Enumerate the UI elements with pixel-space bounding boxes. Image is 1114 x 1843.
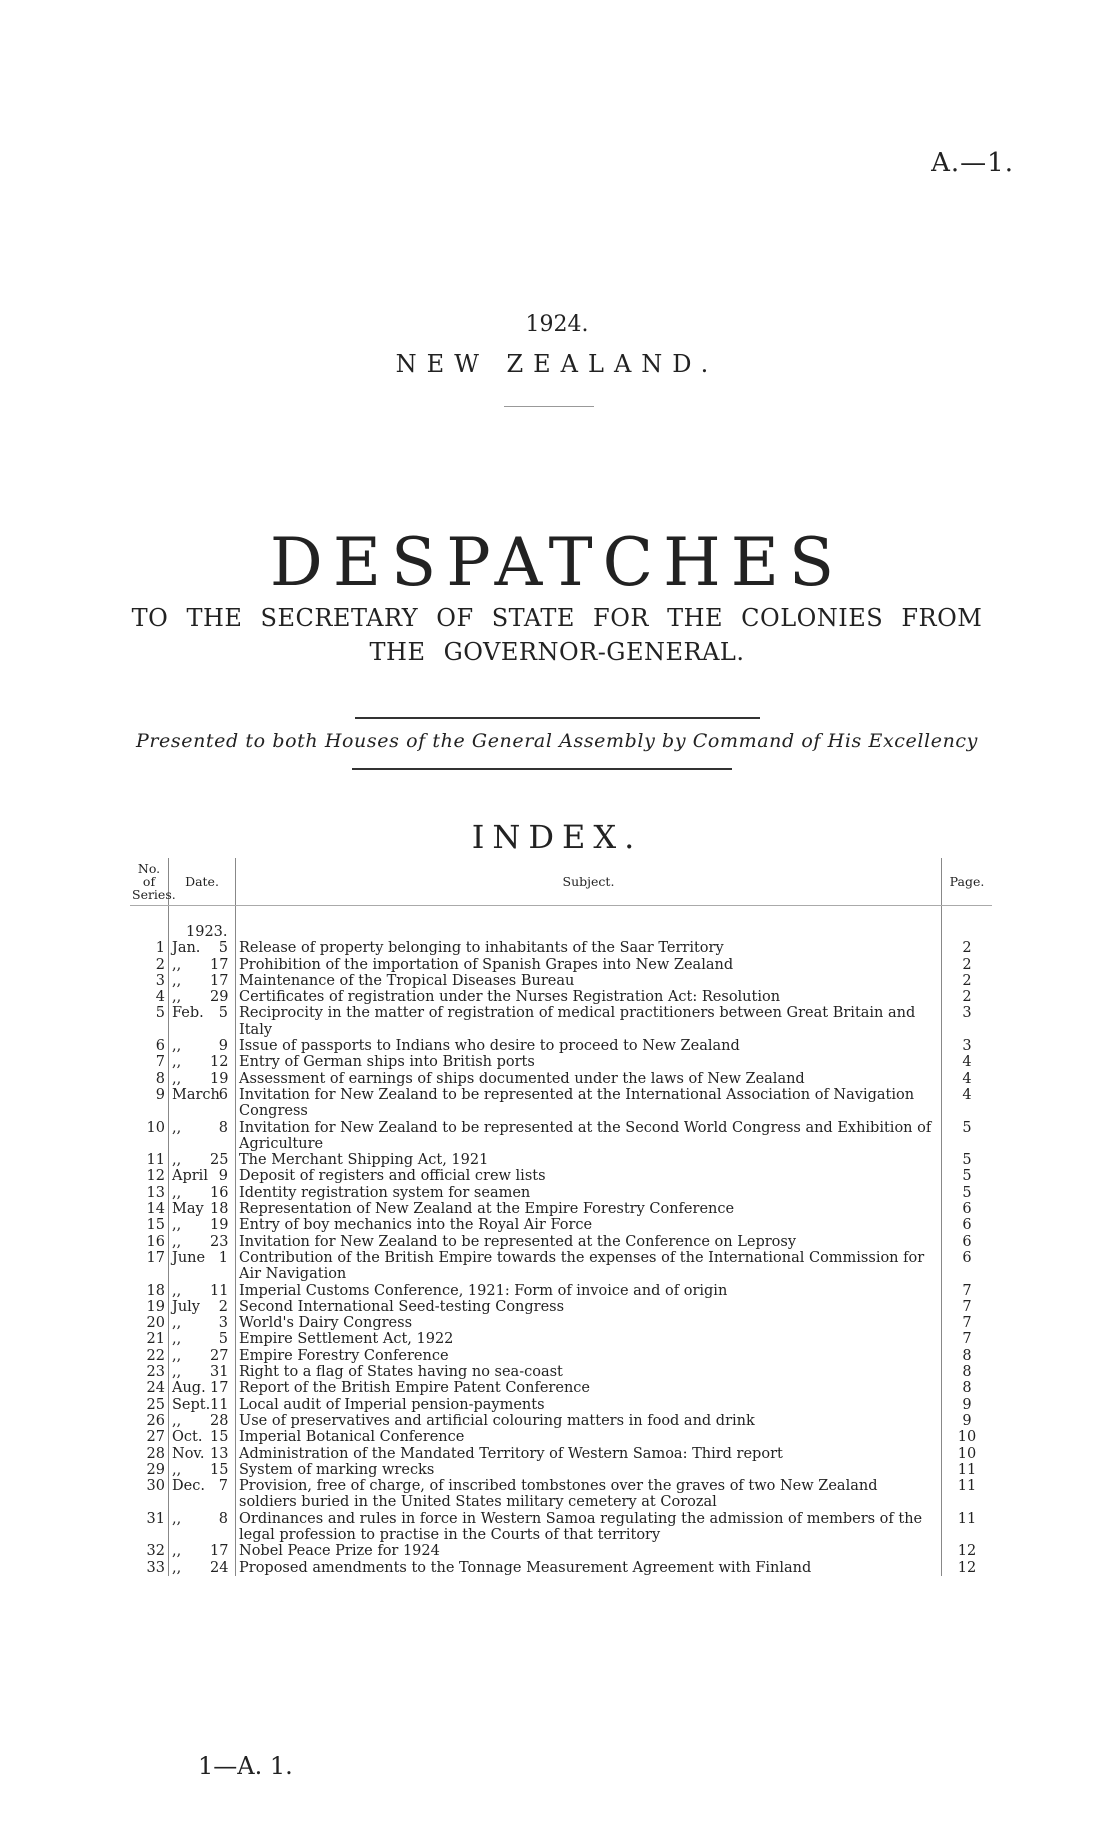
date-cell xyxy=(169,1462,236,1478)
date-day: 19 xyxy=(210,1217,229,1234)
date-cell xyxy=(169,1054,236,1070)
date-day: 17 xyxy=(210,1543,229,1560)
subject-cell: Empire Forestry Conference xyxy=(236,1348,942,1364)
subject-cell: Assessment of earnings of ships documented under the laws of New Zealand xyxy=(236,1071,942,1087)
date-day: 1 xyxy=(218,1249,228,1266)
subject-cell: Invitation for New Zealand to be represented at the Conference on Leprosy xyxy=(236,1234,942,1250)
column-header-no: No. of Series. xyxy=(130,858,169,906)
date-cell xyxy=(169,1250,236,1283)
date-cell xyxy=(169,1120,236,1153)
document-title: DESPATCHES xyxy=(269,524,845,601)
page-number: 3 xyxy=(962,1005,972,1022)
page-number: 5 xyxy=(962,1184,972,1201)
table-row xyxy=(130,1201,992,1217)
column-header-subject: Subject. xyxy=(236,858,942,906)
index-table xyxy=(130,858,992,1576)
date-month: ,, xyxy=(172,1543,182,1560)
date-month: ,, xyxy=(172,1331,182,1348)
subject-cell: Second International Seed-testing Congress xyxy=(236,1299,942,1315)
page-number: 12 xyxy=(957,1543,977,1560)
date-day: 16 xyxy=(210,1184,229,1201)
series-number: 2 xyxy=(130,957,169,973)
date-day: 11 xyxy=(210,1282,229,1299)
date-day: 2 xyxy=(218,1298,228,1315)
document-subtitle: TO THE SECRETARY OF STATE FOR THE COLONIES FROM THE GOVERNOR-GENERAL. xyxy=(131,604,983,666)
page-number: 11 xyxy=(957,1478,977,1495)
date-day: 6 xyxy=(218,1086,228,1103)
subject-cell: Maintenance of the Tropical Diseases Bureau xyxy=(236,973,942,989)
date-month: Aug. xyxy=(172,1380,206,1397)
year-label: 1923. xyxy=(186,924,228,940)
date-cell xyxy=(169,1364,236,1380)
table-row xyxy=(130,989,992,1005)
series-number: 23 xyxy=(130,1364,169,1380)
table-row xyxy=(130,1071,992,1087)
date-month: ,, xyxy=(172,1217,182,1234)
table-row xyxy=(130,957,992,973)
table-row xyxy=(130,1478,992,1511)
date-month: Dec. xyxy=(172,1478,205,1495)
date-day: 15 xyxy=(210,1429,229,1446)
subject-cell: World's Dairy Congress xyxy=(236,1315,942,1331)
date-month: March xyxy=(172,1086,220,1103)
date-day: 7 xyxy=(218,1478,228,1495)
table-row xyxy=(130,1038,992,1054)
document-reference: A.—1. xyxy=(931,148,1014,178)
series-number: 13 xyxy=(130,1185,169,1201)
subject-cell: Local audit of Imperial pension-payments xyxy=(236,1397,942,1413)
series-number: 7 xyxy=(130,1054,169,1070)
column-header-date: Date. xyxy=(169,858,236,906)
subject-cell: Certificates of registration under the Nurses Registration Act: Resolution xyxy=(236,989,942,1005)
date-cell xyxy=(169,1429,236,1445)
date-day: 5 xyxy=(218,1005,228,1022)
subject-cell: Representation of New Zealand at the Empire Forestry Conference xyxy=(236,1201,942,1217)
footer-page-reference: 1—A. 1. xyxy=(198,1752,293,1780)
date-cell xyxy=(169,1560,236,1576)
table-row xyxy=(130,973,992,989)
table-row xyxy=(130,1511,992,1544)
table-row xyxy=(130,1299,992,1315)
index-heading: INDEX. xyxy=(471,818,643,856)
date-day: 18 xyxy=(210,1201,229,1218)
table-row xyxy=(130,1560,992,1576)
date-month: April xyxy=(172,1168,208,1185)
subject-cell: Nobel Peace Prize for 1924 xyxy=(236,1543,942,1559)
series-number: 29 xyxy=(130,1462,169,1478)
date-month: ,, xyxy=(172,1152,182,1169)
series-number: 32 xyxy=(130,1543,169,1559)
series-number: 14 xyxy=(130,1201,169,1217)
table-row xyxy=(130,1005,992,1038)
date-day: 12 xyxy=(210,1054,229,1071)
date-month: ,, xyxy=(172,1054,182,1071)
subject-cell: Issue of passports to Indians who desire to proceed to New Zealand xyxy=(236,1038,942,1054)
series-number: 11 xyxy=(130,1152,169,1168)
series-number: 24 xyxy=(130,1380,169,1396)
date-month: Nov. xyxy=(172,1445,205,1462)
date-month: ,, xyxy=(172,1038,182,1055)
subject-cell: Report of the British Empire Patent Conference xyxy=(236,1380,942,1396)
date-cell xyxy=(169,1478,236,1511)
date-day: 9 xyxy=(218,1168,228,1185)
date-month: ,, xyxy=(172,1315,182,1332)
date-day: 8 xyxy=(218,1119,228,1136)
divider-rule xyxy=(504,406,594,407)
page-number: 2 xyxy=(962,972,972,989)
subject-cell: Imperial Botanical Conference xyxy=(236,1429,942,1445)
date-cell xyxy=(169,1446,236,1462)
page-number: 6 xyxy=(962,1201,972,1218)
date-cell xyxy=(169,1038,236,1054)
series-number: 1 xyxy=(130,940,169,956)
date-day: 23 xyxy=(210,1233,229,1250)
date-cell xyxy=(169,989,236,1005)
date-day: 24 xyxy=(210,1559,229,1576)
page-number: 7 xyxy=(962,1298,972,1315)
date-month: ,, xyxy=(172,972,182,989)
date-cell xyxy=(169,1331,236,1347)
page-number: 5 xyxy=(962,1152,972,1169)
page-number: 8 xyxy=(962,1380,972,1397)
table-row xyxy=(130,1462,992,1478)
country-heading: NEW ZEALAND. xyxy=(395,350,719,378)
series-number: 4 xyxy=(130,989,169,1005)
page-number: 7 xyxy=(962,1282,972,1299)
page-number: 2 xyxy=(962,956,972,973)
subject-cell: System of marking wrecks xyxy=(236,1462,942,1478)
subject-cell: Administration of the Mandated Territory of Western Samoa: Third report xyxy=(236,1446,942,1462)
series-number: 28 xyxy=(130,1446,169,1462)
series-number: 19 xyxy=(130,1299,169,1315)
series-number: 31 xyxy=(130,1511,169,1544)
table-row xyxy=(130,1168,992,1184)
date-month: ,, xyxy=(172,1282,182,1299)
divider-rule xyxy=(352,768,732,770)
publication-year: 1924. xyxy=(525,312,589,337)
date-month: ,, xyxy=(172,1461,182,1478)
date-cell xyxy=(169,973,236,989)
date-cell xyxy=(169,1543,236,1559)
date-month: ,, xyxy=(172,1559,182,1576)
series-number: 20 xyxy=(130,1315,169,1331)
date-day: 11 xyxy=(210,1396,229,1413)
date-day: 8 xyxy=(218,1510,228,1527)
subject-cell: Contribution of the British Empire towards the expenses of the International Commission for Air Navigation xyxy=(236,1250,942,1283)
date-cell xyxy=(169,1185,236,1201)
date-cell xyxy=(169,1315,236,1331)
table-row xyxy=(130,1413,992,1429)
date-cell xyxy=(169,1201,236,1217)
page-number: 10 xyxy=(957,1429,977,1446)
page-number: 6 xyxy=(962,1249,972,1266)
date-day: 15 xyxy=(210,1461,229,1478)
series-number: 15 xyxy=(130,1217,169,1233)
date-month: Jan. xyxy=(172,940,201,957)
table-row xyxy=(130,1120,992,1153)
subject-cell: Identity registration system for seamen xyxy=(236,1185,942,1201)
table-row xyxy=(130,1152,992,1168)
series-number: 17 xyxy=(130,1250,169,1283)
date-day: 9 xyxy=(218,1038,228,1055)
page-number: 5 xyxy=(962,1168,972,1185)
series-number: 25 xyxy=(130,1397,169,1413)
table-row xyxy=(130,1315,992,1331)
year-row xyxy=(130,906,992,941)
table-row xyxy=(130,940,992,956)
page-number: 6 xyxy=(962,1233,972,1250)
date-month: ,, xyxy=(172,1119,182,1136)
date-cell xyxy=(169,1005,236,1038)
table-row xyxy=(130,1250,992,1283)
subject-cell: Proposed amendments to the Tonnage Measurement Agreement with Finland xyxy=(236,1560,942,1576)
date-cell xyxy=(169,1152,236,1168)
subject-cell: Empire Settlement Act, 1922 xyxy=(236,1331,942,1347)
page-number: 2 xyxy=(962,989,972,1006)
series-number: 3 xyxy=(130,973,169,989)
page-number: 4 xyxy=(962,1086,972,1103)
date-month: ,, xyxy=(172,1070,182,1087)
date-month: June xyxy=(172,1249,206,1266)
table-row xyxy=(130,1348,992,1364)
page-number: 8 xyxy=(962,1364,972,1381)
date-cell xyxy=(169,1413,236,1429)
table-row xyxy=(130,1380,992,1396)
subject-cell: Release of property belonging to inhabitants of the Saar Territory xyxy=(236,940,942,956)
series-number: 22 xyxy=(130,1348,169,1364)
table-row xyxy=(130,1283,992,1299)
presented-statement: Presented to both Houses of the General Assembly by Command of His Excellency xyxy=(135,730,978,752)
table-row xyxy=(130,1217,992,1233)
date-day: 17 xyxy=(210,972,229,989)
date-cell xyxy=(169,1168,236,1184)
date-day: 31 xyxy=(210,1364,229,1381)
date-cell xyxy=(169,1397,236,1413)
page-number: 7 xyxy=(962,1315,972,1332)
date-month: July xyxy=(172,1298,200,1315)
series-number: 18 xyxy=(130,1283,169,1299)
page-number: 10 xyxy=(957,1445,977,1462)
table-row xyxy=(130,1364,992,1380)
index-header-row xyxy=(130,858,992,906)
subject-cell: Entry of German ships into British ports xyxy=(236,1054,942,1070)
date-month: ,, xyxy=(172,1510,182,1527)
page-number: 8 xyxy=(962,1347,972,1364)
page-number: 6 xyxy=(962,1217,972,1234)
series-number: 5 xyxy=(130,1005,169,1038)
date-day: 17 xyxy=(210,956,229,973)
table-row xyxy=(130,1397,992,1413)
date-month: Sept. xyxy=(172,1396,211,1413)
subject-cell: Ordinances and rules in force in Western Samoa regulating the admission of members of the legal profession to practise in the Courts of that territory xyxy=(236,1511,942,1544)
page-number: 3 xyxy=(962,1038,972,1055)
page-number: 5 xyxy=(962,1119,972,1136)
series-number: 6 xyxy=(130,1038,169,1054)
date-month: ,, xyxy=(172,1347,182,1364)
table-row xyxy=(130,1234,992,1250)
series-number: 12 xyxy=(130,1168,169,1184)
subject-cell: Provision, free of charge, of inscribed tombstones over the graves of two New Zealand soldiers buried in the United States military cemetery at Corozal xyxy=(236,1478,942,1511)
subject-cell: The Merchant Shipping Act, 1921 xyxy=(236,1152,942,1168)
date-month: ,, xyxy=(172,1184,182,1201)
series-number: 26 xyxy=(130,1413,169,1429)
date-day: 27 xyxy=(210,1347,229,1364)
subject-cell: Invitation for New Zealand to be represented at the Second World Congress and Exhibition of Agriculture xyxy=(236,1120,942,1153)
subject-cell: Use of preservatives and artificial colouring matters in food and drink xyxy=(236,1413,942,1429)
date-cell xyxy=(169,1087,236,1120)
subject-cell: Imperial Customs Conference, 1921: Form of invoice and of origin xyxy=(236,1283,942,1299)
date-day: 3 xyxy=(218,1315,228,1332)
series-number: 9 xyxy=(130,1087,169,1120)
table-row xyxy=(130,1429,992,1445)
date-month: ,, xyxy=(172,1412,182,1429)
table-row xyxy=(130,1054,992,1070)
date-day: 19 xyxy=(210,1070,229,1087)
subject-cell: Right to a flag of States having no sea-coast xyxy=(236,1364,942,1380)
subject-cell: Reciprocity in the matter of registration of medical practitioners between Great Britain and Italy xyxy=(236,1005,942,1038)
page-number: 9 xyxy=(962,1396,972,1413)
date-day: 5 xyxy=(218,940,228,957)
divider-rule xyxy=(355,717,760,719)
date-cell xyxy=(169,1071,236,1087)
date-day: 17 xyxy=(210,1380,229,1397)
series-number: 8 xyxy=(130,1071,169,1087)
date-month: ,, xyxy=(172,956,182,973)
page-number: 4 xyxy=(962,1054,972,1071)
date-cell xyxy=(169,1299,236,1315)
date-cell xyxy=(169,957,236,973)
page-number: 4 xyxy=(962,1070,972,1087)
date-cell xyxy=(169,940,236,956)
series-number: 10 xyxy=(130,1120,169,1153)
subject-cell: Prohibition of the importation of Spanish Grapes into New Zealand xyxy=(236,957,942,973)
date-day: 28 xyxy=(210,1412,229,1429)
table-row xyxy=(130,1446,992,1462)
date-cell xyxy=(169,1217,236,1233)
table-row xyxy=(130,1087,992,1120)
page-number: 11 xyxy=(957,1510,977,1527)
date-day: 25 xyxy=(210,1152,229,1169)
date-month: Oct. xyxy=(172,1429,203,1446)
series-number: 27 xyxy=(130,1429,169,1445)
date-day: 13 xyxy=(210,1445,229,1462)
date-month: ,, xyxy=(172,1364,182,1381)
table-row xyxy=(130,1185,992,1201)
series-number: 30 xyxy=(130,1478,169,1511)
table-row xyxy=(130,1331,992,1347)
date-month: ,, xyxy=(172,1233,182,1250)
page-number: 7 xyxy=(962,1331,972,1348)
page-number: 11 xyxy=(957,1461,977,1478)
date-month: ,, xyxy=(172,989,182,1006)
series-number: 33 xyxy=(130,1560,169,1576)
table-row xyxy=(130,1543,992,1559)
subject-cell: Invitation for New Zealand to be represented at the International Association of Navigation Congress xyxy=(236,1087,942,1120)
date-cell xyxy=(169,1380,236,1396)
column-header-page: Page. xyxy=(942,858,993,906)
date-day: 5 xyxy=(218,1331,228,1348)
page-number: 2 xyxy=(962,940,972,957)
date-cell xyxy=(169,1348,236,1364)
date-cell xyxy=(169,1234,236,1250)
page-number: 12 xyxy=(957,1559,977,1576)
date-cell xyxy=(169,1511,236,1544)
subject-cell: Entry of boy mechanics into the Royal Air Force xyxy=(236,1217,942,1233)
date-cell xyxy=(169,1283,236,1299)
page-number: 9 xyxy=(962,1412,972,1429)
series-number: 16 xyxy=(130,1234,169,1250)
date-day: 29 xyxy=(210,989,229,1006)
series-number: 21 xyxy=(130,1331,169,1347)
date-month: Feb. xyxy=(172,1005,204,1022)
subject-cell: Deposit of registers and official crew lists xyxy=(236,1168,942,1184)
date-month: May xyxy=(172,1201,204,1218)
